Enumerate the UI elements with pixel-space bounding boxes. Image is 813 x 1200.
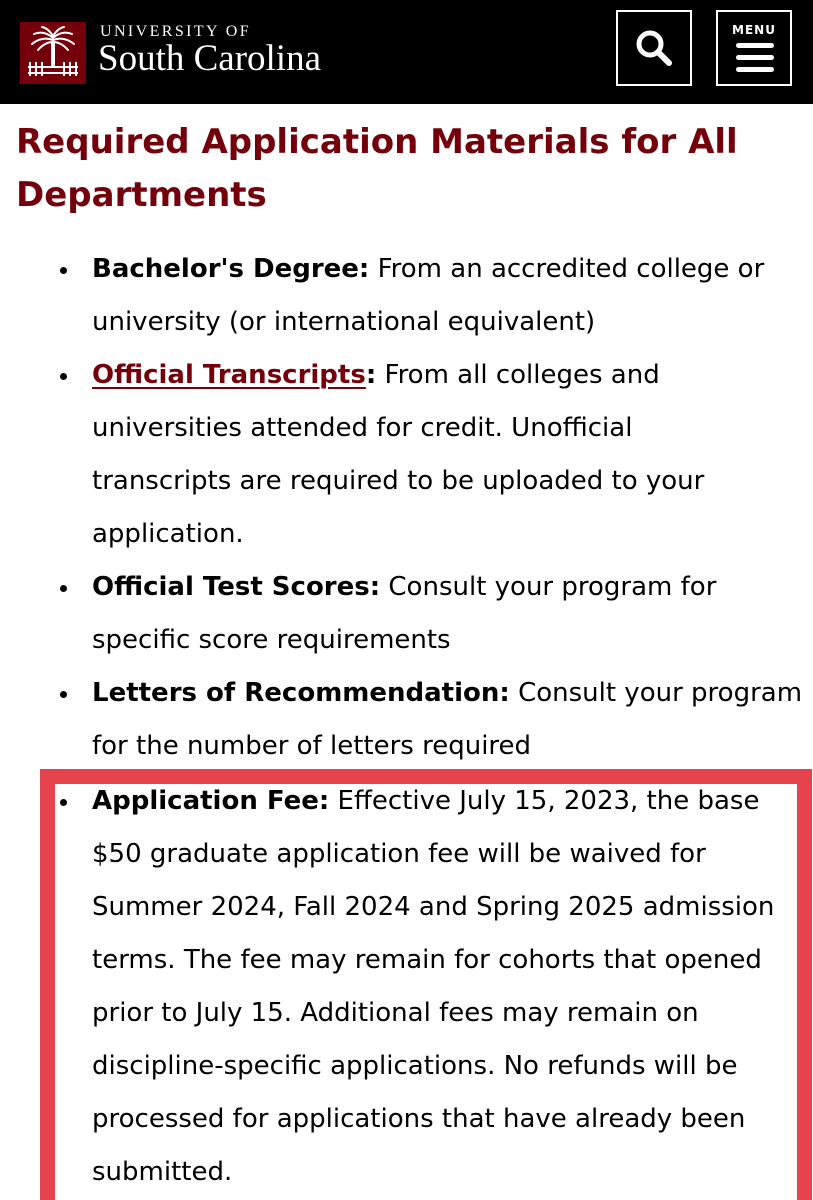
item-line: transcripts are required to be uploaded to your — [92, 466, 705, 496]
bullet — [60, 373, 67, 380]
menu-label: MENU — [732, 23, 776, 37]
official-transcripts-link[interactable]: Official Transcripts — [92, 360, 366, 390]
page-title: Required Application Materials for All Departments — [16, 122, 738, 215]
bullet — [60, 691, 67, 698]
item-line: From an accredited college or — [377, 254, 765, 284]
item-line: university (or international equivalent) — [92, 307, 596, 337]
item-line: $50 graduate application fee will be waived for — [92, 839, 706, 869]
item-term: Application Fee: — [92, 786, 330, 816]
item-line: Consult your program for — [388, 572, 717, 602]
item-term: Official Test Scores: — [92, 572, 381, 602]
item-line: Summer 2024, Fall 2024 and Spring 2025 admission — [92, 892, 775, 922]
item-line: specific score requirements — [92, 625, 451, 655]
item-line: Effective July 15, 2023, the base — [337, 786, 760, 816]
palmetto-tree-icon[interactable] — [20, 22, 86, 84]
menu-button[interactable] — [716, 10, 792, 86]
item-line: terms. The fee may remain for cohorts that opened — [92, 945, 762, 975]
item-line: universities attended for credit. Unofficial — [92, 413, 633, 443]
item-line: Consult your program — [518, 678, 803, 708]
list-item-text — [92, 561, 716, 667]
hamburger-menu-icon — [736, 43, 774, 73]
item-term-suffix: : — [365, 360, 377, 390]
palmetto-logo-graphic — [20, 22, 86, 84]
list-item-text — [92, 349, 704, 561]
item-line: processed for applications that have already been — [92, 1104, 746, 1134]
item-term: Bachelor's Degree: — [92, 254, 370, 284]
bullet — [60, 585, 67, 592]
item-line: From all colleges and — [384, 360, 660, 390]
search-icon — [635, 29, 673, 67]
search-button[interactable] — [616, 10, 692, 86]
list-item-text — [92, 775, 774, 1199]
item-line: discipline-specific applications. No refunds will be — [92, 1051, 738, 1081]
site-header — [0, 0, 813, 104]
item-line: application. — [92, 519, 244, 549]
bullet — [60, 799, 67, 806]
list-item-text — [92, 243, 764, 349]
brand-line-south-carolina[interactable]: South Carolina — [98, 38, 322, 79]
bullet — [60, 267, 67, 274]
item-line: for the number of letters required — [92, 731, 532, 761]
item-line: prior to July 15. Additional fees may remain on — [92, 998, 699, 1028]
item-line: submitted. — [92, 1157, 233, 1187]
brand-line-university-of[interactable]: UNIVERSITY OF — [100, 23, 252, 40]
list-item-text — [92, 667, 802, 773]
item-term: Letters of Recommendation: — [92, 678, 510, 708]
